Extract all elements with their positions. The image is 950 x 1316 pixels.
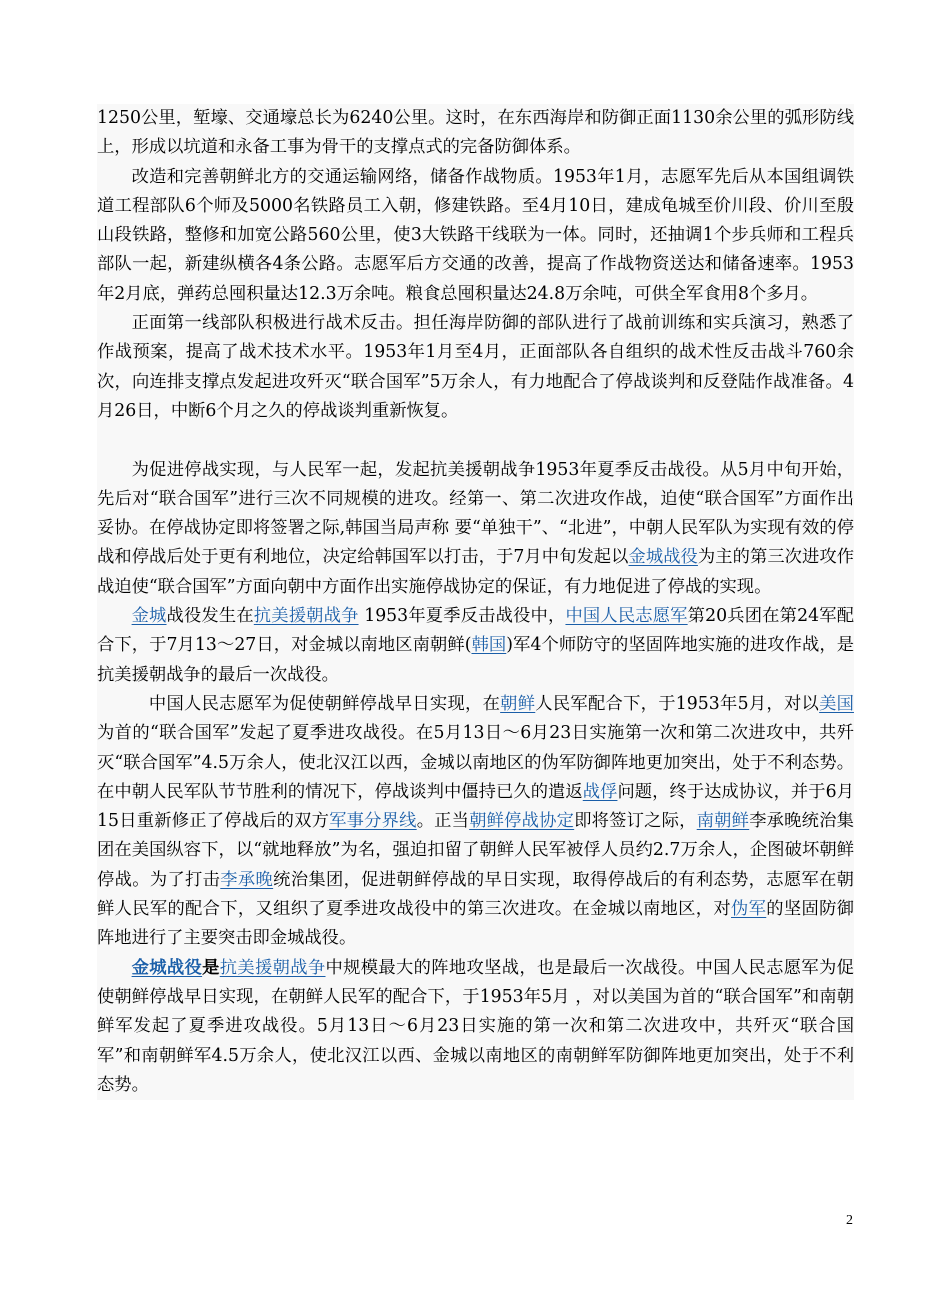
link-usa[interactable]: 美国 (819, 693, 854, 714)
text-run: 中规模最大的阵地攻坚战，也是最后一次战役。中国人民志愿军为促使朝鲜停战早日实现，在朝鲜人民军的配合下，于1953年5月 ，对以美国为首的“联合国军”和南朝鲜军发起了夏季进攻战役。5月13日～6月23日实施的第一次和第二次进攻中，共歼灭“联合国军”和南朝鲜军4.5万余人，使北汉江以西、金城以南地区的南朝鲜军防御阵地更加突出，处于不利态势。 (97, 957, 854, 1095)
link-jincheng[interactable]: 金城 (131, 606, 167, 627)
paragraph-jincheng-detail (97, 690, 854, 954)
text-run: 的坚固防御阵地进行了主要突击即金城战役。 (97, 899, 854, 949)
link-volunteer-army[interactable]: 中国人民志愿军 (565, 606, 688, 627)
text-run: 第20兵团在第24军配合下，于7月13～27日，对金城以南地区南朝鲜( (97, 606, 854, 656)
text-run: 人民军配合下，于1953年5月，对以 (535, 693, 820, 714)
document-body (97, 104, 854, 1100)
text-run: 战役发生在 (166, 606, 254, 627)
link-korean-war-2[interactable]: 抗美援朝战争 (219, 957, 326, 978)
text-run: 统治集团，促进朝鲜停战的早日实现，取得停战后的有利态势，志愿军在朝鲜人民军的配合下，又组织了夏季进攻战役中的第三次进攻。在金城以南地区，对 (97, 869, 854, 920)
paragraph-spacer (97, 426, 854, 455)
paragraph-jincheng-intro (97, 602, 854, 690)
text-run: )军4个师防守的坚固阵地实施的进攻作战，是抗美援朝战争的最后一次战役。 (97, 635, 854, 685)
text-run: 问题，终于达成协议，并于6月15日重新修正了停战后的双方 (97, 781, 854, 832)
paragraph-jincheng-summary (97, 954, 854, 1100)
link-korea[interactable]: 朝鲜 (500, 693, 536, 714)
paragraph-tactical-counterattack: 正面第一线部队积极进行战术反击。担任海岸防御的部队进行了战前训练和实兵演习，熟悉了作战预案，提高了战术技术水平。1953年1月至4月，正面部队各自组织的战术性反击战斗760余次，向连排支撑点发起进攻歼灭“联合国军”5万余人，有力地配合了停战谈判和反登陆作战准备。4月26日，中断6个月之久的停战谈判重新恢复。 (97, 313, 854, 421)
text-run: 中国人民志愿军为促使朝鲜停战早日实现，在 (148, 693, 501, 714)
link-jincheng-campaign[interactable]: 金城战役 (628, 547, 698, 568)
link-south-korea-regime[interactable]: 南朝鲜 (696, 811, 750, 832)
page-number: 2 (846, 1213, 853, 1228)
link-jincheng-campaign-bold[interactable]: 金城战役 (131, 957, 203, 978)
text-run: 为首的“联合国军”发起了夏季进攻战役。在5月13日～6月23日实施第一次和第二次进攻中，共歼灭“联合国军”4.5万余人，使北汉江以西，金城以南地区的伪军防御阵地更加突出，处于不利态势。在中朝人民军队节节胜利的情况下，停战谈判中僵持已久的遣返 (97, 723, 854, 802)
text-run: 1953年夏季反击战役中， (358, 606, 566, 627)
text-run: 为促进停战实现，与人民军一起，发起抗美援朝战争1953年夏季反击战役。从5月中旬开始，先后对“联合国军”进行三次不同规模的进攻。经第一、第二次进攻作战，迫使“联合国军”方面作出妥协。在停战协定即将签署之际,韩国当局声称 要“单独干”、“北进”，中朝人民军队为实现有效的停战和停战后处于更有利地位，决定给韩国军以打击，于7月中旬发起以 (97, 459, 854, 568)
link-syngman-rhee[interactable]: 李承晚 (220, 869, 274, 890)
link-korean-war[interactable]: 抗美援朝战争 (253, 606, 359, 627)
paragraph-defense-system: 1250公里，堑壕、交通壕总长为6240公里。这时，在东西海岸和防御正面1130余公里的弧形防线上，形成以坑道和永备工事为骨干的支撑点式的完备防御体系。 (97, 108, 854, 158)
paragraph-transport-network: 改造和完善朝鲜北方的交通运输网络，储备作战物质。1953年1月，志愿军先后从本国组调铁道工程部队6个师及5000名铁路员工入朝，修建铁路。至4月10日，建成龟城至价川段、价川至殷山段铁路，整修和加宽公路560公里，使3大铁路干线联为一体。同时，还抽调1个步兵师和工程兵部队一起，新建纵横各4条公路。志愿军后方交通的改善，提高了作战物资送达和储备速率。1953年2月底，弹药总囤积量达12.3万余吨。粮食总囤积量达24.8万余吨，可供全军食用8个多月。 (97, 166, 854, 304)
link-south-korea[interactable]: 韩国 (471, 635, 507, 656)
text-run: 。正当 (416, 811, 470, 832)
paragraph-summer-offensive (97, 456, 854, 602)
link-puppet-army[interactable]: 伪军 (731, 899, 767, 920)
text-run: 为主的第三次进攻作战迫使“联合国军”方面向朝中方面作出实施停战协定的保证，有力地促进了停战的实现。 (97, 547, 854, 597)
text-run: 即将签订之际， (574, 811, 697, 832)
link-demarcation-line[interactable]: 军事分界线 (329, 811, 417, 832)
link-armistice-agreement[interactable]: 朝鲜停战协定 (469, 811, 575, 832)
text-run: 李承晚统治集团在美国纵容下，以“就地释放”为名，强迫扣留了朝鲜人民军被俘人员约2.7万余人，企图破坏朝鲜停战。为了打击 (97, 811, 854, 890)
bold-text-run: 是 (202, 957, 220, 978)
link-pow[interactable]: 战俘 (582, 781, 618, 802)
